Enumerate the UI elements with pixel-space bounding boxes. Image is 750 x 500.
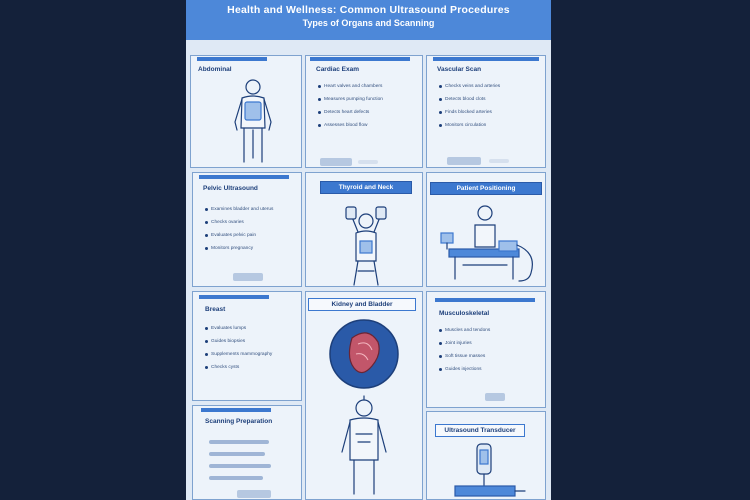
panel-pelvic (192, 172, 302, 287)
list-item: Measures pumping function (318, 93, 383, 106)
panel-accent-bar (310, 57, 410, 61)
bullet-list (439, 324, 490, 376)
panel-title: Abdominal (198, 66, 232, 73)
list-item: Checks ovaries (205, 216, 273, 229)
learn-more-button[interactable] (237, 490, 271, 498)
panel-title: Breast (205, 306, 226, 313)
panel-accent-bar (197, 57, 267, 61)
ultrasound-probe-icon (449, 442, 529, 500)
panel-accent-bar (433, 57, 539, 61)
panel-accent-bar (199, 175, 289, 179)
learn-more-button[interactable] (233, 273, 263, 281)
text-line (209, 440, 269, 444)
panel-kidney (305, 291, 423, 500)
bullet-list (205, 203, 273, 255)
list-item: Assesses blood flow (318, 119, 383, 132)
list-item: Finds blocked arteries (439, 106, 500, 119)
text-line (209, 476, 263, 480)
panel-title: Cardiac Exam (316, 66, 359, 73)
list-item: Heart valves and chambers (318, 80, 383, 93)
person-outline-icon (336, 396, 392, 496)
panel-title: Thyroid and Neck (320, 181, 412, 194)
list-item: Evaluates lumps (205, 322, 272, 335)
pager-dot (358, 160, 378, 164)
learn-more-button[interactable] (320, 158, 352, 166)
panel-title: Musculoskeletal (439, 310, 490, 317)
panel-accent-bar (201, 408, 271, 412)
kidney-icon (328, 318, 400, 390)
panel-transducer (426, 411, 546, 500)
list-item: Evaluates pelvic pain (205, 229, 273, 242)
panel-title: Scanning Preparation (205, 418, 273, 425)
list-item: Muscles and tendons (439, 324, 490, 337)
bullet-list (439, 80, 500, 132)
poster-subtitle: Types of Organs and Scanning (302, 18, 435, 28)
poster-header (186, 0, 551, 40)
panel-musculoskeletal (426, 291, 546, 408)
infographic-poster (186, 0, 551, 500)
list-item: Detects heart defects (318, 106, 383, 119)
person-with-probe-icon (338, 203, 394, 287)
text-line (209, 464, 271, 468)
panel-title: Pelvic Ultrasound (203, 185, 258, 192)
bullet-list (205, 322, 272, 374)
list-item: Checks veins and arteries (439, 80, 500, 93)
panel-positioning (426, 172, 546, 287)
exam-bed-icon (433, 203, 539, 283)
panel-accent-bar (435, 298, 535, 302)
pager-dot (489, 159, 509, 163)
panel-abdominal (190, 55, 302, 168)
panel-cardiac (305, 55, 423, 168)
list-item: Joint injuries (439, 337, 490, 350)
list-item: Soft tissue masses (439, 350, 490, 363)
panel-thyroid (305, 172, 423, 287)
list-item: Guides injections (439, 363, 490, 376)
panel-title: Vascular Scan (437, 66, 482, 73)
text-line (209, 452, 265, 456)
panel-accent-bar (199, 295, 269, 299)
list-item: Detects blood clots (439, 93, 500, 106)
list-item: Monitors circulation (439, 119, 500, 132)
list-item: Supplements mammography (205, 348, 272, 361)
poster-title: Health and Wellness: Common Ultrasound Procedures (227, 4, 510, 16)
list-item: Guides biopsies (205, 335, 272, 348)
list-item: Checks cysts (205, 361, 272, 374)
person-outline-icon (229, 78, 277, 166)
list-item: Examines bladder and uterus (205, 203, 273, 216)
bullet-list (318, 80, 383, 132)
panel-title: Ultrasound Transducer (435, 424, 525, 437)
list-item: Monitors pregnancy (205, 242, 273, 255)
panel-title: Kidney and Bladder (308, 298, 416, 311)
panel-preparation (192, 405, 302, 500)
learn-more-button[interactable] (447, 157, 481, 165)
panel-vascular (426, 55, 546, 168)
panel-title: Patient Positioning (430, 182, 542, 195)
learn-more-button[interactable] (485, 393, 505, 401)
panel-breast (192, 291, 302, 401)
